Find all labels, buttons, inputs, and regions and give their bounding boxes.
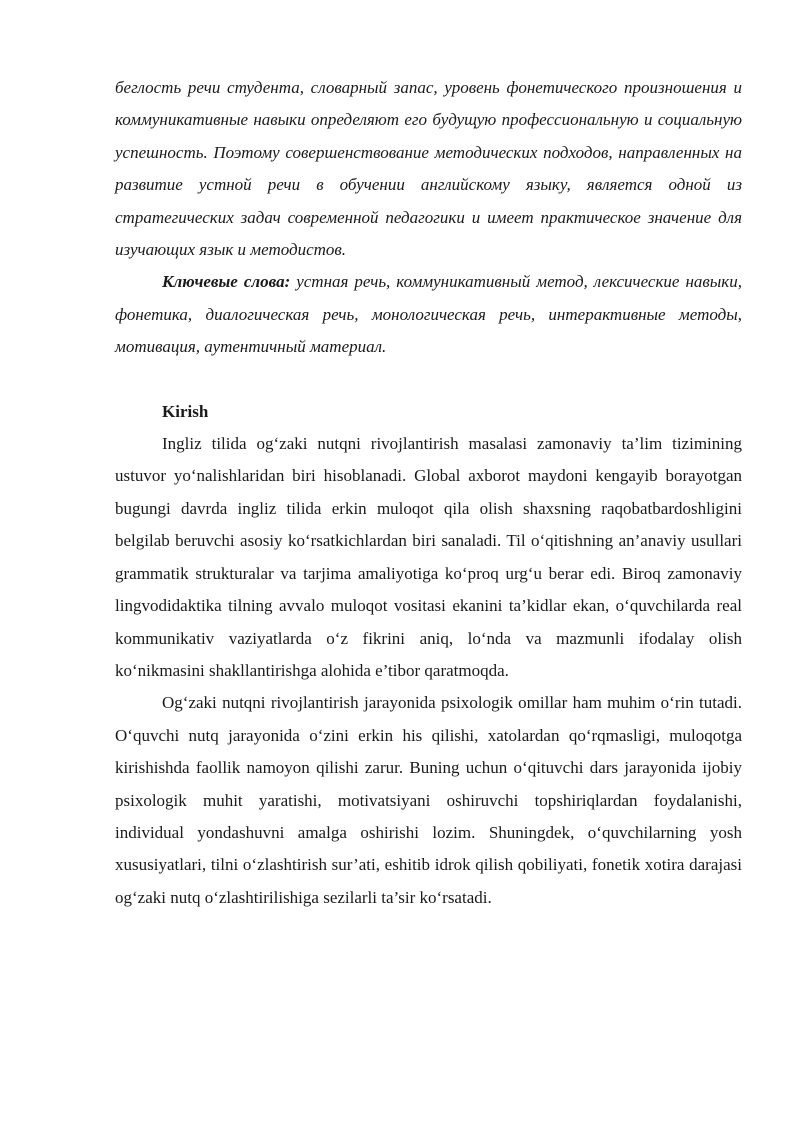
keywords-label: Ключевые слова:	[162, 272, 291, 292]
keywords-text: устная речь, коммуникативный метод, лексические навыки, фонетика, диалогическая речь, монологическая речь, интерактивные методы, мотивация, аутентичный материал.	[115, 272, 742, 357]
document-page	[115, 72, 742, 914]
body-paragraph-2: Og‘zaki nutqni rivojlantirish jarayonida psixologik omillar ham muhim o‘rin tutadi. O‘quvchi nutq jarayonida o‘zini erkin his qilishi, xatolardan qo‘rqmasligi, muloqotga kirishishda faollik namoyon qilishi zarur. Buning uchun o‘qituvchi dars jarayonida ijobiy psixologik muhit yaratishi, motivatsiyani oshiruvchi topshiriqlardan foydalanishi, individual yondashuvni amalga oshirishi lozim. Shuningdek, o‘quvchilarning yosh xususiyatlari, tilni o‘zlashtirish sur’ati, eshitib idrok qilish qobiliyati, fonetik xotira darajasi og‘zaki nutq o‘zlashtirilishiga sezilarli ta’sir ko‘rsatadi.	[115, 693, 742, 907]
body-paragraph-1: Ingliz tilida og‘zaki nutqni rivojlantirish masalasi zamonaviy ta’lim tizimining ustuvor yo‘nalishlaridan biri hisoblanadi. Global axborot maydoni kengayib borayotgan bugungi davrda ingliz tilida erkin muloqot qila olish shaxsning raqobatbardoshligini belgilab beruvchi asosiy ko‘rsatkichlardan biri sanaladi. Til o‘qitishning an’anaviy usullari grammatik strukturalar va tarjima amaliyotiga ko‘proq urg‘u berar edi. Biroq zamonaviy lingvodidaktika tilning avvalo muloqot vositasi ekanini ta’kidlar ekan, o‘quvchilarda real kommunikativ vaziyatlarda o‘z fikrini aniq, lo‘nda va mazmunli ifodalay olish ko‘nikmasini shakllantirishga alohida e’tibor qaratmoqda.	[115, 434, 742, 680]
keywords-paragraph	[115, 266, 742, 363]
section-heading: Kirish	[162, 401, 209, 421]
abstract-continuation: беглость речи студента, словарный запас, уровень фонетического произношения и коммуникативные навыки определяют его будущую профессиональную и социальную успешность. Поэтому совершенствование методических подходов, направленных на развитие устной речи в обучении английскому языку, является одной из стратегических задач современной педагогики и имеет практическое значение для изучающих язык и методистов.	[115, 78, 742, 260]
